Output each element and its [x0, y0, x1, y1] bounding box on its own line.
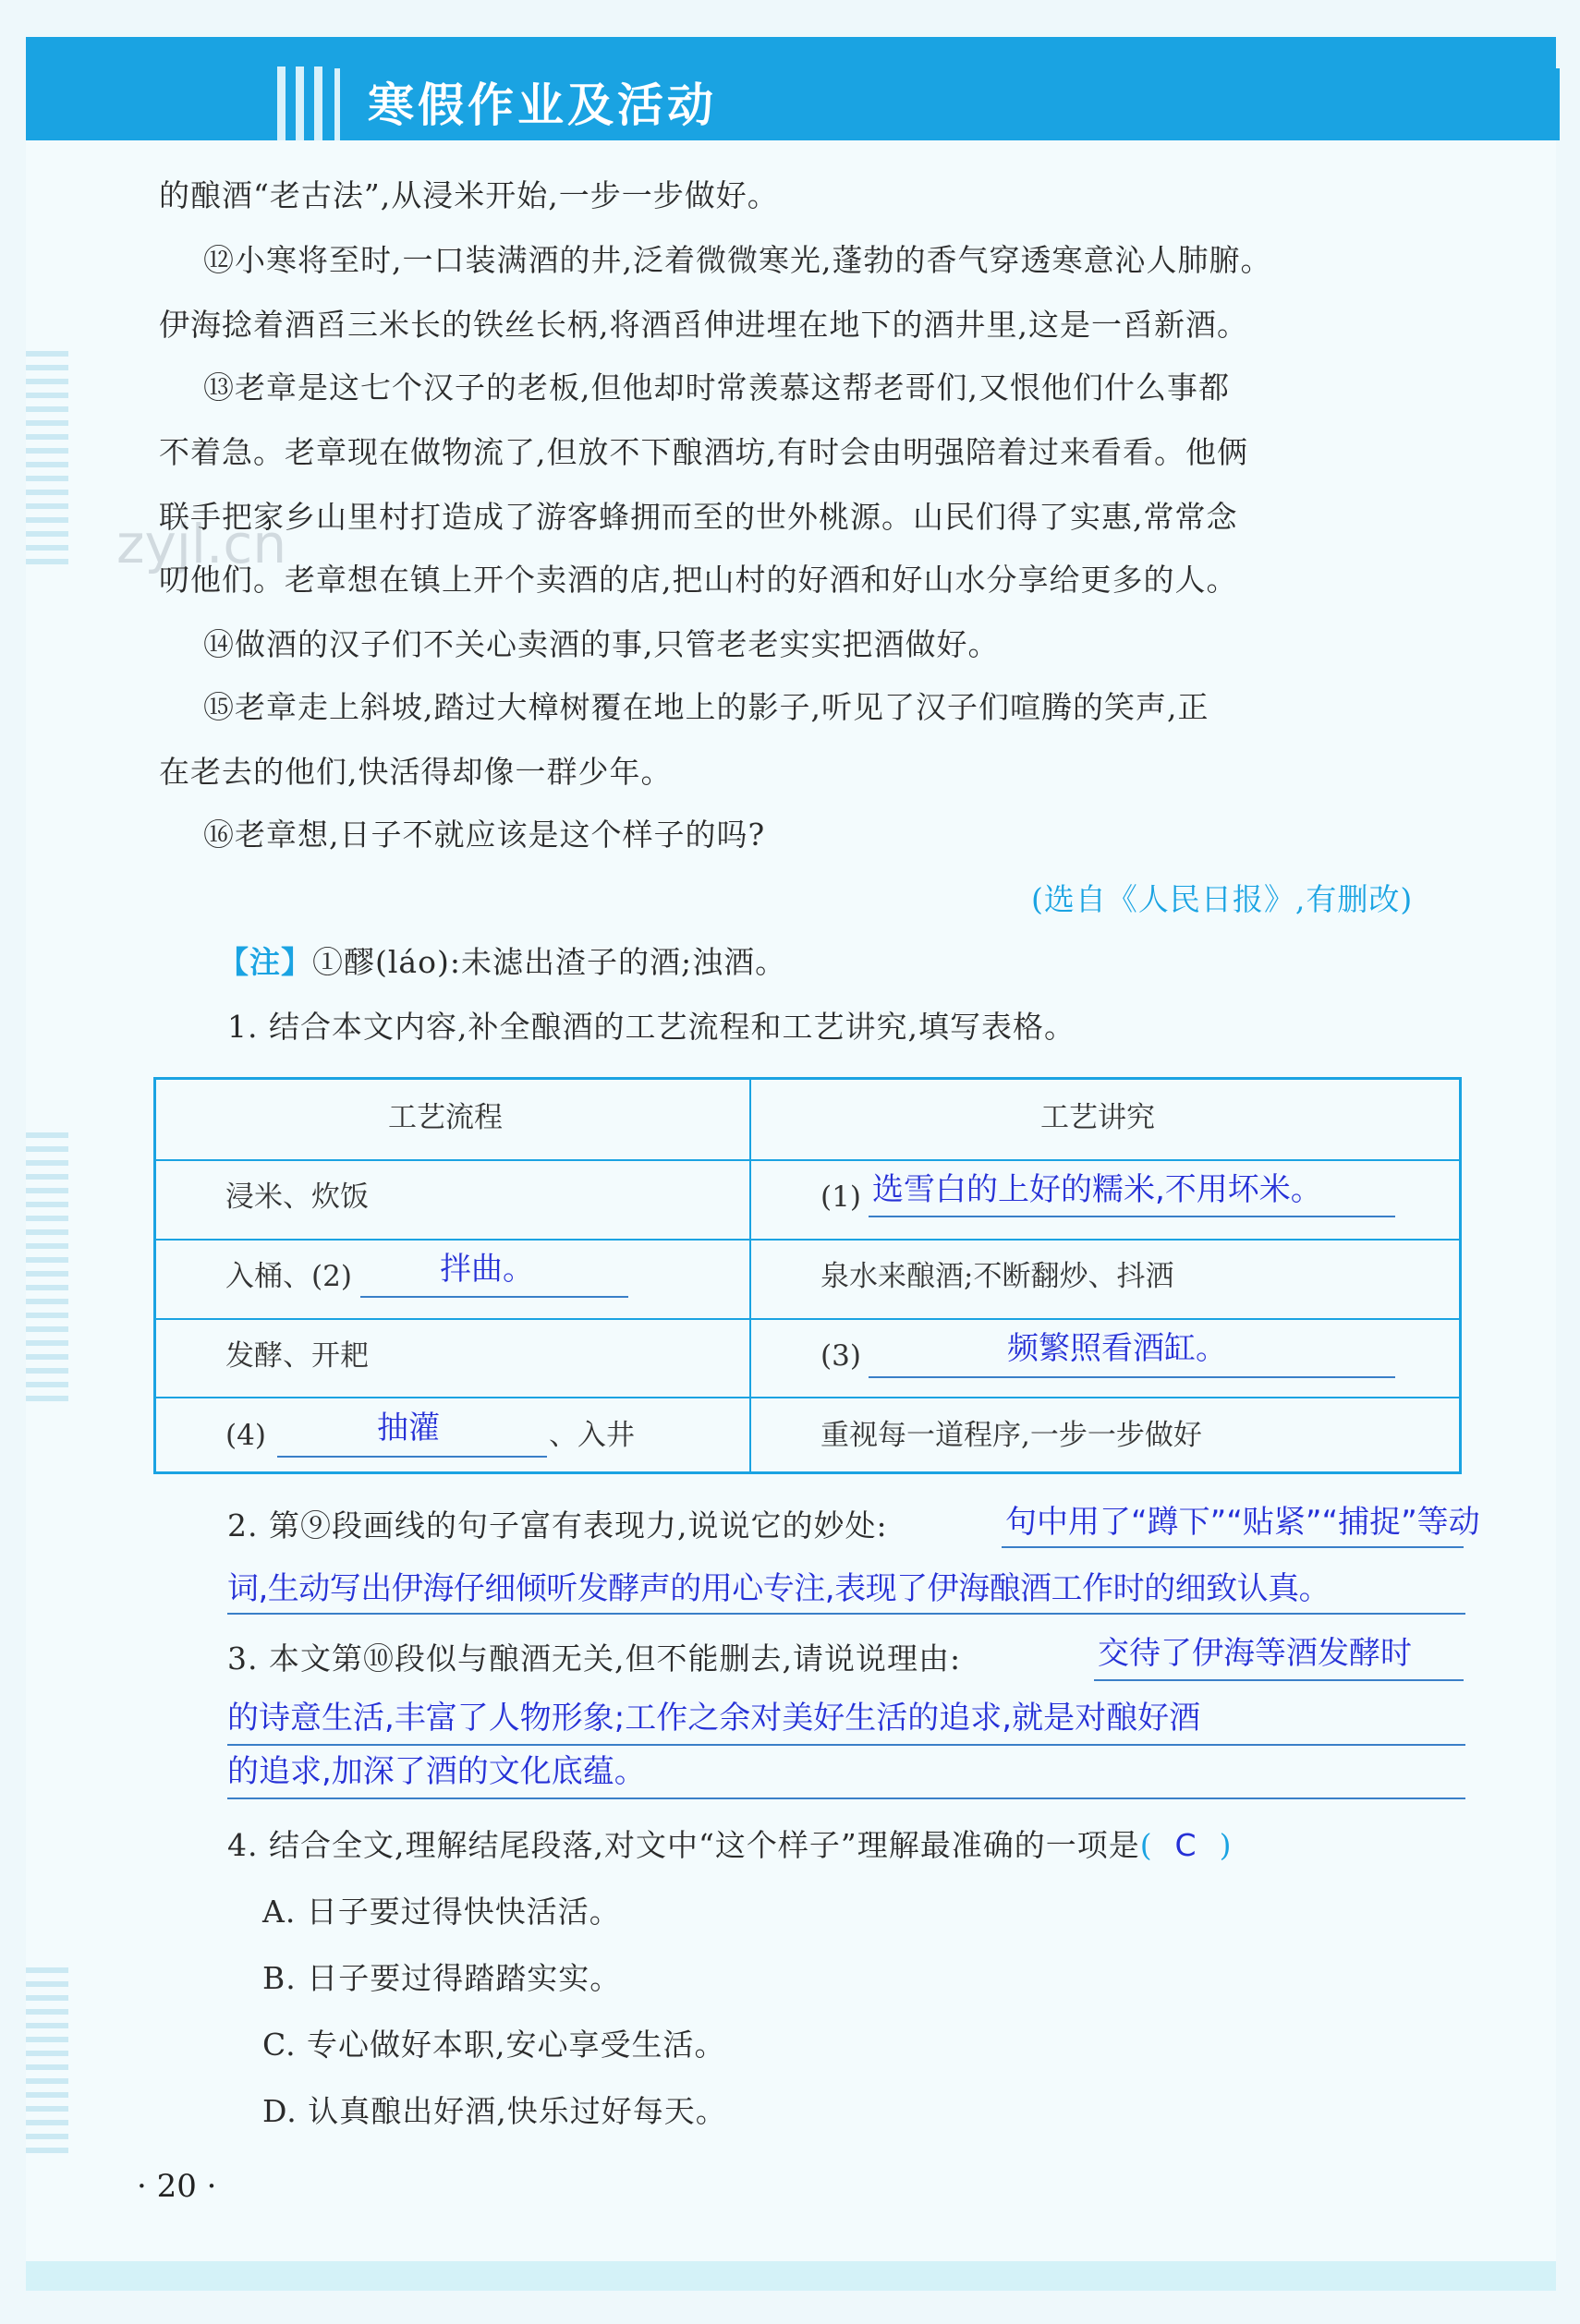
footer-band: [26, 2261, 1556, 2291]
passage-line: 不着急。老章现在做物流了,但放不下酿酒坊,有时会由明强陪着过来看看。他俩: [159, 434, 1248, 470]
passage-line: 的酿酒“老古法”,从浸米开始,一步一步做好。: [159, 177, 779, 213]
passage-line: ⑯老章想,日子不就应该是这个样子的吗?: [203, 817, 766, 853]
answer-underline: [277, 1456, 547, 1458]
question-2-prompt: 2. 第⑨段画线的句子富有表现力,说说它的妙处:: [227, 1507, 888, 1543]
answer-underline: [1094, 1679, 1464, 1681]
table-cell-requirement: 泉水来酿酒;不断翻炒、抖洒: [820, 1260, 1174, 1293]
table-cell-process: 发酵、开耙: [225, 1339, 369, 1373]
handwritten-answer-1: 选雪白的上好的糯米,不用坏米。: [872, 1171, 1322, 1208]
note-tag: 【注】: [218, 944, 312, 980]
note: [218, 942, 786, 983]
handwritten-answer-q2-line2: 词,生动写出伊海仔细倾听发酵声的用心专注,表现了伊海酿酒工作时的细致认真。: [227, 1570, 1331, 1607]
question-4-prompt: 4. 结合全文,理解结尾段落,对文中“这个样子”理解最准确的一项是: [227, 1827, 1140, 1863]
table-header-requirement: 工艺讲究: [1040, 1101, 1155, 1134]
passage-line: ⑬老章是这七个汉子的老板,但他却时常羡慕这帮老哥们,又恨他们什么事都: [203, 369, 1230, 405]
answer-underline: [1002, 1546, 1464, 1548]
handwritten-answer-3: 频繁照看酒缸。: [1007, 1330, 1227, 1367]
passage-source: (选自《人民日报》,有删改): [1031, 881, 1414, 917]
question-4: [227, 1825, 1232, 1866]
passage-line: ⑮老章走上斜坡,踏过大樟树覆在地上的影子,听见了汉子们喧腾的笑声,正: [203, 689, 1209, 725]
table-cell-process: 浸米、炊饭: [225, 1180, 369, 1214]
answer-underline: [360, 1296, 628, 1298]
question-1-prompt: 1. 结合本文内容,补全酿酒的工艺流程和工艺讲究,填写表格。: [227, 1009, 1076, 1045]
table-cell-prefix: (3): [820, 1339, 861, 1373]
question-3-prompt: 3. 本文第⑩段似与酿酒无关,但不能删去,请说说理由:: [227, 1640, 962, 1676]
table-header-process: 工艺流程: [388, 1101, 503, 1134]
answer-underline: [227, 1613, 1465, 1615]
table-cell-prefix: (4): [225, 1419, 266, 1452]
handwritten-answer-4: 抽灌: [377, 1410, 440, 1446]
handwritten-answer-q3-line1: 交待了伊海等酒发酵时: [1098, 1635, 1412, 1672]
answer-paren-close: ): [1219, 1827, 1233, 1863]
passage-line: 联手把家乡山里村打造成了游客蜂拥而至的世外桃源。山民们得了实惠,常常念: [159, 499, 1238, 535]
option-d: D. 认真酿出好酒,快乐过好每天。: [262, 2093, 727, 2129]
handwritten-answer-q2-line1: 句中用了“蹲下”“贴紧”“捕捉”等动: [1005, 1504, 1480, 1541]
page-number: · 20 ·: [137, 2168, 217, 2205]
answer-underline: [227, 1797, 1465, 1799]
answer-underline: [869, 1216, 1395, 1217]
edge-decoration: [26, 351, 68, 573]
passage-line: ⑫小寒将至时,一口装满酒的井,泛着微微寒光,蓬勃的香气穿透寒意沁人肺腑。: [203, 242, 1272, 278]
table-cell-requirement: 重视每一道程序,一步一步做好: [820, 1419, 1202, 1452]
answer-underline: [227, 1744, 1465, 1746]
table-cell-process: 入桶、(2): [225, 1260, 352, 1293]
handwritten-answer-2: 拌曲。: [440, 1251, 534, 1288]
passage-line: 伊海捻着酒舀三米长的铁丝长柄,将酒舀伸进埋在地下的酒井里,这是一舀新酒。: [159, 307, 1248, 343]
passage-line: 在老去的他们,快活得却像一群少年。: [159, 754, 673, 790]
answer-paren-open: (: [1139, 1827, 1153, 1863]
option-b: B. 日子要过得踏踏实实。: [262, 1960, 622, 1996]
edge-decoration: [26, 1132, 68, 1410]
table-cell-process: 、入井: [549, 1419, 635, 1452]
passage-line: 叨他们。老章想在镇上开个卖酒的店,把山村的好酒和好山水分享给更多的人。: [159, 562, 1238, 598]
handwritten-answer-q4: C: [1174, 1827, 1197, 1863]
handwritten-answer-q3-line2: 的诗意生活,丰富了人物形象;工作之余对美好生活的追求,就是对酿好酒: [227, 1700, 1201, 1737]
answer-underline: [869, 1376, 1395, 1378]
table-cell-prefix: (1): [820, 1180, 861, 1214]
passage-line: ⑭做酒的汉子们不关心卖酒的事,只管老老实实把酒做好。: [203, 626, 1000, 662]
page-title: 寒假作业及活动: [368, 79, 717, 132]
option-a: A. 日子要过得快快活活。: [262, 1894, 621, 1930]
note-text: ①醪(láo):未滤出渣子的酒;浊酒。: [312, 944, 787, 980]
edge-decoration: [26, 1967, 68, 2161]
watermark: zyjl.cn: [116, 513, 287, 575]
handwritten-answer-q3-line3: 的追求,加深了酒的文化底蕴。: [227, 1753, 646, 1790]
option-c: C. 专心做好本职,安心享受生活。: [262, 2027, 726, 2063]
